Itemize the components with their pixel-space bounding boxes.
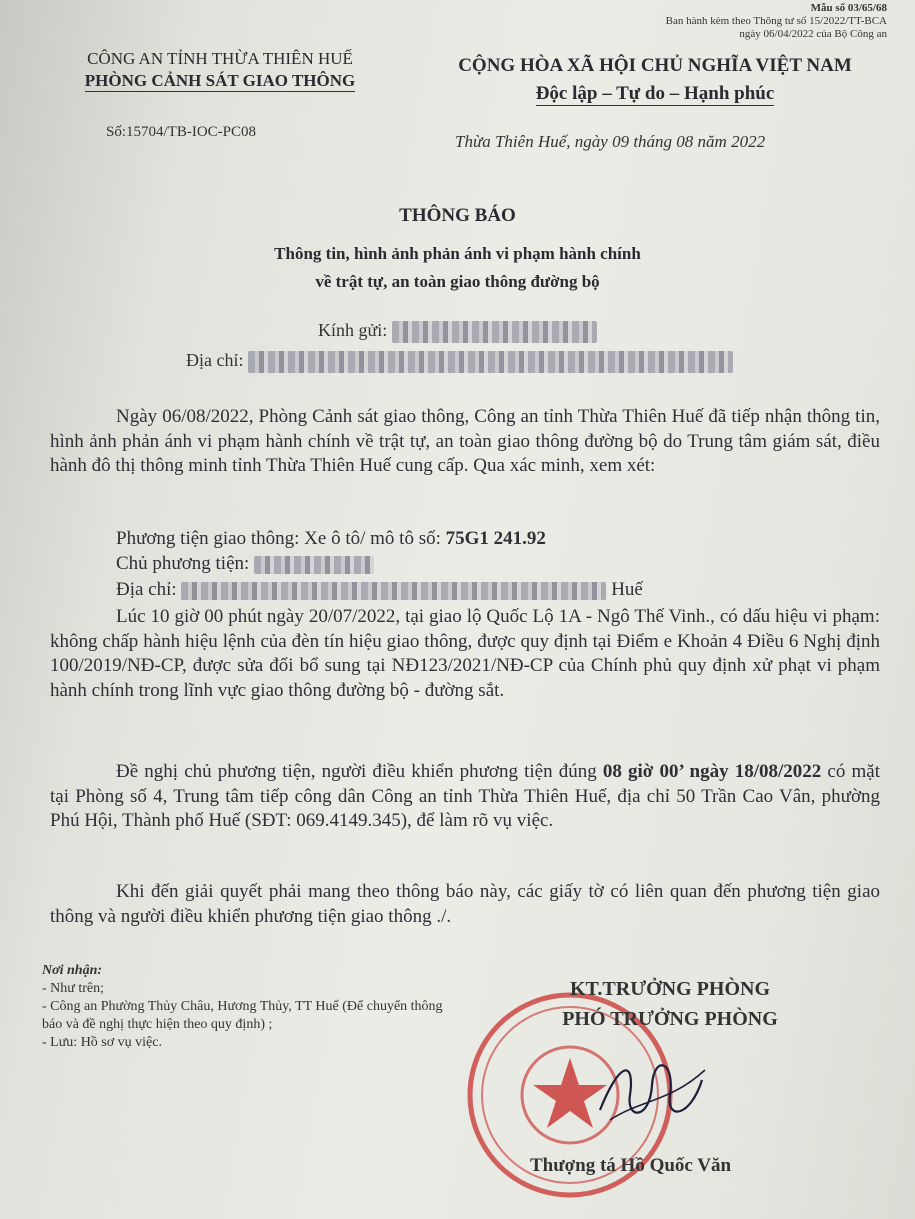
vehicle-label: Phương tiện giao thông: Xe ô tô/ mô tô số: [116, 528, 446, 549]
header-right [420, 52, 890, 108]
subtitle-line1: Thông tin, hình ảnh phản ánh vi phạm hành chính [274, 244, 641, 263]
license-plate: 75G1 241.92 [445, 528, 546, 549]
paragraph-1: Ngày 06/08/2022, Phòng Cảnh sát giao thông, Công an tỉnh Thừa Thiên Huế đã tiếp nhận thông tin, hình ảnh phản ánh vi phạm hành chính về trật tự, an toàn giao thông đường bộ do Trung tâm giám sát, điều hành đô thị thông minh tỉnh Thừa Thiên Huế cung cấp. Qua xác minh, xem xét: [50, 406, 880, 476]
paragraph-3 [50, 760, 880, 834]
dia-chi-label: Địa chỉ: [186, 350, 244, 370]
form-note [666, 2, 887, 41]
appointment-time: 08 giờ 00’ ngày 18/08/2022 [602, 761, 822, 782]
signature-icon [590, 1040, 710, 1130]
form-note-line3: ngày 06/04/2022 của Bộ Công an [739, 28, 887, 40]
addressee-line [318, 320, 597, 343]
owner-address-line [116, 578, 876, 603]
redacted-owner-address [181, 582, 606, 600]
owner-label: Chủ phương tiện: [116, 553, 250, 574]
agency-name: CÔNG AN TỈNH THỪA THIÊN HUẾ [87, 49, 353, 68]
form-note-line1: Mẫu số 03/65/68 [810, 2, 887, 14]
recipient-1: - Như trên; [42, 981, 105, 996]
owner-address-label: Địa chỉ: [116, 579, 177, 600]
recipients-block [42, 962, 462, 1052]
recipient-3: - Lưu: Hồ sơ vụ việc. [42, 1035, 162, 1050]
p3-rest: có mặt tại Phòng số 4, Trung tâm tiếp công dân Công an tỉnh Thừa Thiên Huế, địa chỉ 50 Trần Cao Vân, phường Phú Hội, Thành phố Huế (SĐT: 069.4149.345), để làm rõ vụ việc. [50, 761, 880, 831]
place-date: Thừa Thiên Huế, ngày 09 tháng 08 năm 2022 [455, 132, 766, 151]
recipient-2: - Công an Phường Thủy Châu, Hương Thủy, TT Huế (Để chuyển thông báo và đề nghị thực hiện theo quy định) ; [42, 999, 443, 1032]
kinh-gui-label: Kính gửi: [318, 320, 388, 340]
header-left [40, 48, 400, 92]
redacted-name [392, 321, 597, 343]
paragraph-4: Khi đến giải quyết phải mang theo thông báo này, các giấy tờ có liên quan đến phương tiện giao thông và người điều khiển phương tiện giao thông ./. [50, 881, 880, 927]
recipients-heading: Nơi nhận: [42, 963, 103, 978]
redacted-address [248, 351, 733, 373]
sign-title-2: PHÓ TRƯỞNG PHÒNG [562, 1008, 778, 1030]
addressee-address-line [186, 350, 733, 373]
document-title: THÔNG BÁO [399, 205, 516, 226]
country-name: CỘNG HÒA XÃ HỘI CHỦ NGHĨA VIỆT NAM [458, 55, 852, 76]
owner-line [116, 552, 876, 577]
owner-address-tail: Huế [611, 579, 643, 600]
vehicle-line [116, 527, 876, 552]
sign-title-1: KT.TRƯỞNG PHÒNG [570, 978, 770, 1000]
reference-number: Số:15704/TB-IOC-PC08 [106, 124, 257, 140]
redacted-owner [254, 556, 374, 574]
signer-name: Thượng tá Hồ Quốc Văn [530, 1155, 732, 1176]
motto: Độc lập – Tự do – Hạnh phúc [535, 83, 775, 104]
p3-start: Đề nghị chủ phương tiện, người điều khiển phương tiện đúng [116, 761, 603, 782]
form-note-line2: Ban hành kèm theo Thông tư số 15/2022/TT-BCA [665, 15, 887, 27]
subtitle-line2: về trật tự, an toàn giao thông đường bộ [315, 272, 600, 291]
department-name: PHÒNG CẢNH SÁT GIAO THÔNG [84, 71, 356, 90]
document-subtitle [0, 240, 915, 296]
paragraph-2: Lúc 10 giờ 00 phút ngày 20/07/2022, tại giao lộ Quốc Lộ 1A - Ngô Thế Vinh., có dấu hiệu vi phạm: không chấp hành hiệu lệnh của đèn tín hiệu giao thông, được quy định tại Điểm e Khoản 4 Điều 6 Nghị định 100/2019/NĐ-CP, được sửa đổi bổ sung tại NĐ123/2021/NĐ-CP của Chính phủ quy định xử phạt vi phạm hành chính trong lĩnh vực giao thông đường bộ - đường sắt. [50, 606, 880, 701]
